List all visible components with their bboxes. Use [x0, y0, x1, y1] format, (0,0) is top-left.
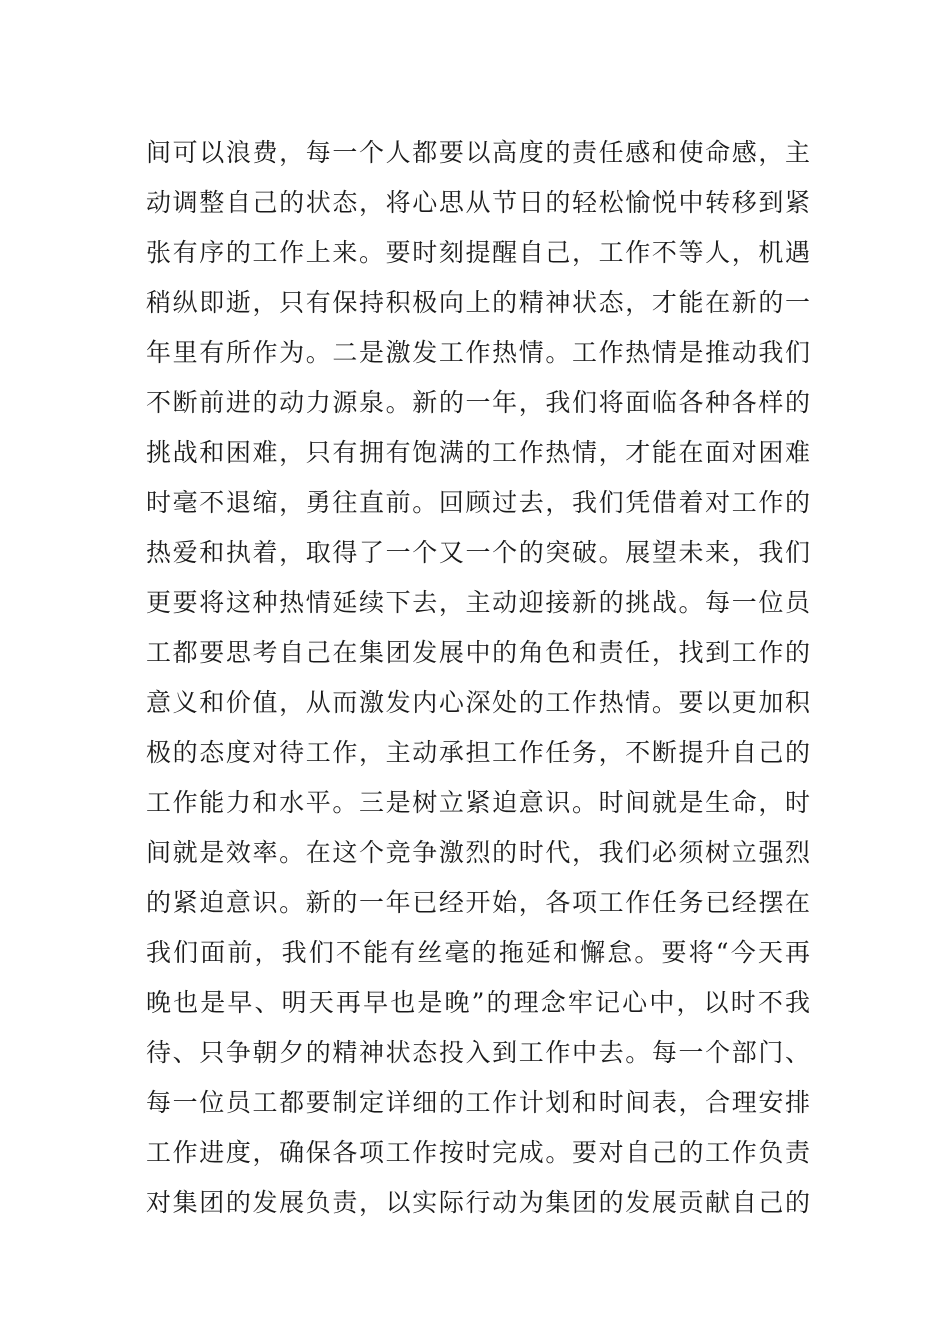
text-line: 张有序的工作上来。要时刻提醒自己，工作不等人，机遇	[146, 238, 810, 267]
text-line: 年里有所作为。二是激发工作热情。工作热情是推动我们	[146, 338, 810, 367]
text-line: 更要将这种热情延续下去，主动迎接新的挑战。每一位员	[146, 588, 810, 617]
text-line: 挑战和困难，只有拥有饱满的工作热情，才能在面对困难	[146, 438, 810, 467]
text-line: 间就是效率。在这个竞争激烈的时代，我们必须树立强烈	[146, 838, 810, 867]
text-line: 工作能力和水平。三是树立紧迫意识。时间就是生命，时	[146, 788, 810, 817]
text-line: 不断前进的动力源泉。新的一年，我们将面临各种各样的	[146, 388, 810, 417]
text-line: 间可以浪费，每一个人都要以高度的责任感和使命感，主	[146, 138, 810, 167]
text-line: 稍纵即逝，只有保持积极向上的精神状态，才能在新的一	[146, 288, 810, 317]
body-text	[146, 128, 810, 1228]
text-line: 极的态度对待工作，主动承担工作任务，不断提升自己的	[146, 738, 810, 767]
text-line: 工都要思考自己在集团发展中的角色和责任，找到工作的	[146, 638, 810, 667]
text-line: 晚也是早、明天再早也是晚”的理念牢记心中，以时不我	[146, 988, 810, 1017]
text-line: 对集团的发展负责，以实际行动为集团的发展贡献自己的	[146, 1188, 810, 1217]
text-line: 动调整自己的状态，将心思从节日的轻松愉悦中转移到紧	[146, 188, 810, 217]
text-line: 我们面前，我们不能有丝毫的拖延和懈怠。要将“今天再	[146, 938, 810, 967]
text-line: 的紧迫意识。新的一年已经开始，各项工作任务已经摆在	[146, 888, 810, 917]
text-line: 每一位员工都要制定详细的工作计划和时间表，合理安排	[146, 1088, 810, 1117]
text-line: 热爱和执着，取得了一个又一个的突破。展望未来，我们	[146, 538, 810, 567]
text-line: 待、只争朝夕的精神状态投入到工作中去。每一个部门、	[146, 1038, 810, 1067]
text-line: 意义和价值，从而激发内心深处的工作热情。要以更加积	[146, 688, 810, 717]
text-line: 工作进度，确保各项工作按时完成。要对自己的工作负责	[146, 1138, 810, 1167]
text-line: 时毫不退缩，勇往直前。回顾过去，我们凭借着对工作的	[146, 488, 810, 517]
